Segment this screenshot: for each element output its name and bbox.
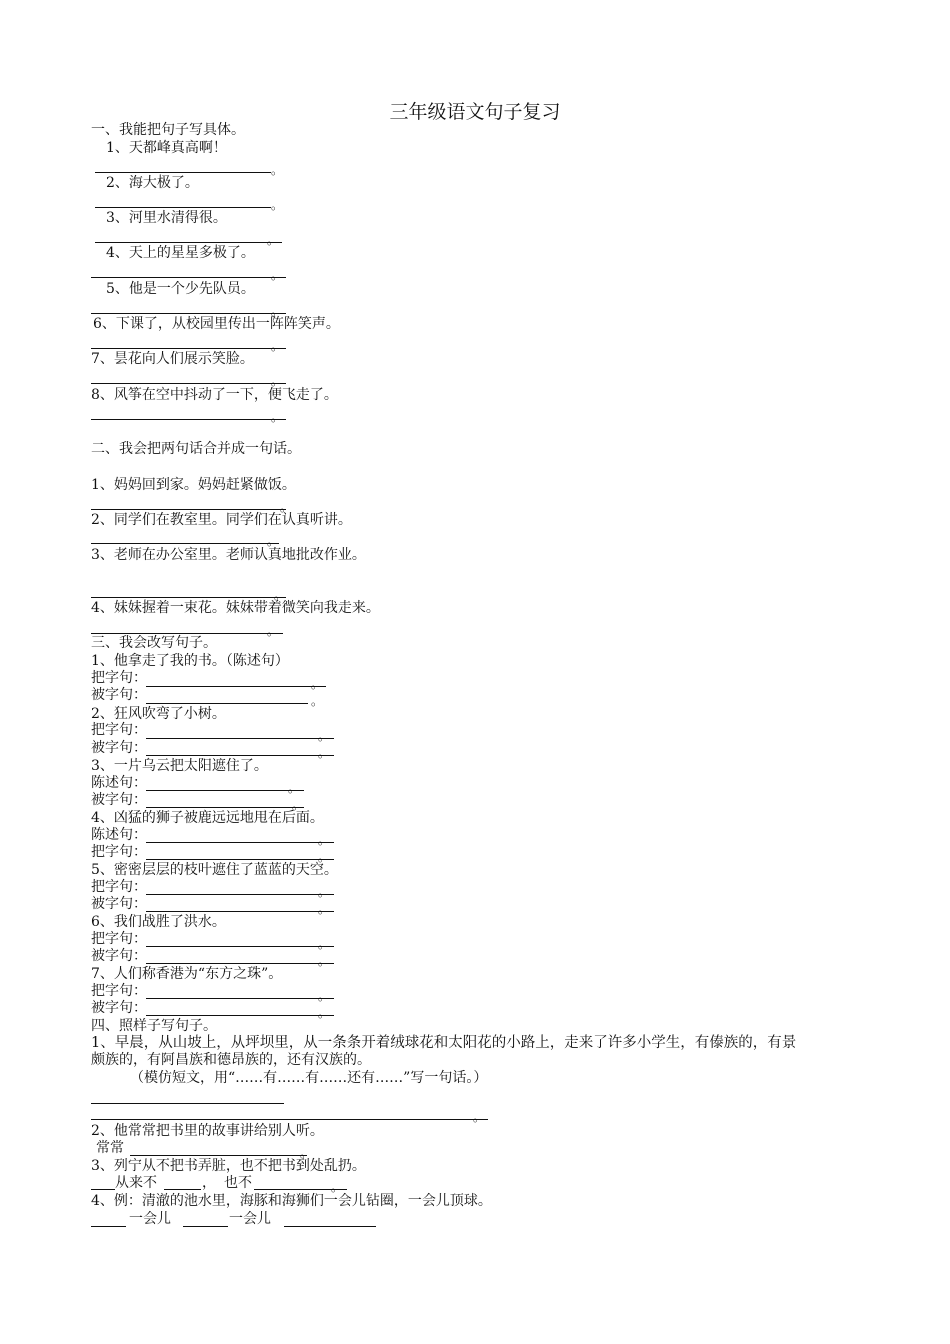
question: 5、他是一个少先队员。 [106, 281, 255, 297]
period: 。 [267, 534, 280, 548]
blank-prefix: 一会儿 [129, 1211, 171, 1227]
blank-prefix: 也不 [224, 1175, 252, 1191]
blank-prefix: 一会儿 [229, 1211, 271, 1227]
bei-label: 被字句： [91, 740, 147, 756]
answer-line[interactable] [146, 703, 308, 704]
period: 。 [318, 729, 331, 743]
chenshu-label: 陈述句： [91, 775, 147, 791]
comma: ， [202, 1175, 216, 1191]
passage-line: 1、早晨，从山坡上，从坪坝里，从一条条开着绒球花和太阳花的小路上，走来了许多小学生，有傣族的，有景 [91, 1035, 797, 1051]
answer-line[interactable] [91, 1189, 115, 1190]
answer-line[interactable] [146, 894, 334, 895]
period: 。 [318, 902, 331, 916]
question: 2、狂风吹弯了小树。 [91, 706, 226, 722]
period: 。 [274, 588, 287, 602]
section-heading: 一、我能把句子写具体。 [91, 122, 245, 138]
answer-line[interactable] [146, 738, 334, 739]
ba-label: 把字句： [91, 722, 147, 738]
answer-line[interactable] [146, 807, 304, 808]
answer-line[interactable] [146, 686, 326, 687]
ba-label: 把字句： [91, 670, 147, 686]
answer-line[interactable] [146, 755, 334, 756]
answer-line[interactable] [91, 313, 286, 314]
question: 4、妹妹握着一束花。妹妹带着微笑向我走来。 [91, 600, 380, 616]
chenshu-label: 陈述句： [91, 827, 147, 843]
question: 3、一片乌云把太阳遮住了。 [91, 758, 268, 774]
question: 4、例：清澈的池水里，海豚和海狮们一会儿钻圈，一会儿顶球。 [91, 1193, 492, 1209]
period: 。 [271, 304, 284, 318]
section-heading: 四、照样子写句子。 [91, 1018, 217, 1034]
ba-label: 把字句： [91, 879, 147, 895]
answer-line[interactable] [91, 597, 286, 598]
ba-label: 把字句： [91, 931, 147, 947]
answer-line[interactable] [95, 207, 271, 208]
answer-line[interactable] [146, 963, 334, 964]
period: 。 [318, 1006, 331, 1020]
period: 。 [318, 937, 331, 951]
answer-line[interactable] [91, 383, 286, 384]
period: 。 [318, 850, 331, 864]
answer-line[interactable] [91, 633, 283, 634]
answer-line[interactable] [91, 1119, 488, 1120]
passage-line: 颇族的，有阿昌族和德昂族的，还有汉族的。 [91, 1052, 371, 1068]
question: 1、妈妈回到家。妈妈赶紧做饭。 [91, 477, 296, 493]
period: 。 [271, 339, 284, 353]
instruction: （模仿短文，用“……有……有……还有……”写一句话。） [130, 1070, 488, 1086]
answer-line[interactable] [91, 419, 286, 420]
bei-label: 被字句： [91, 1000, 147, 1016]
period: 。 [271, 198, 284, 212]
question: 7、人们称香港为“东方之珠”。 [91, 966, 283, 982]
answer-line[interactable] [91, 348, 286, 349]
answer-line[interactable] [91, 277, 286, 278]
answer-line[interactable] [91, 509, 286, 510]
period: 。 [292, 798, 305, 812]
period: 。 [473, 1110, 486, 1124]
answer-line[interactable] [146, 998, 334, 999]
answer-line[interactable] [284, 1226, 376, 1227]
period: 。 [318, 885, 331, 899]
period: 。 [271, 163, 284, 177]
question: 5、密密层层的枝叶遮住了蓝蓝的天空。 [91, 862, 338, 878]
period: 。 [271, 410, 284, 424]
answer-line[interactable] [91, 1103, 284, 1104]
question: 4、凶猛的狮子被鹿远远地甩在后面。 [91, 810, 324, 826]
page-title: 三年级语文句子复习 [389, 101, 561, 123]
question: 7、昙花向人们展示笑脸。 [91, 351, 254, 367]
period: 。 [300, 1146, 313, 1160]
period: 。 [267, 624, 280, 638]
period: 。 [311, 694, 324, 708]
answer-line[interactable] [146, 946, 334, 947]
bei-label: 被字句： [91, 948, 147, 964]
period: 。 [280, 500, 293, 514]
bei-label: 被字句： [91, 687, 147, 703]
question: 2、海大极了。 [106, 175, 199, 191]
period: 。 [288, 781, 301, 795]
answer-line[interactable] [146, 859, 334, 860]
answer-line[interactable] [95, 172, 271, 173]
section-heading: 三、我会改写句子。 [91, 635, 217, 651]
answer-line[interactable] [91, 543, 279, 544]
question: 3、河里水清得很。 [106, 210, 227, 226]
blank-prefix: 常常 [96, 1140, 124, 1156]
answer-line[interactable] [146, 790, 304, 791]
period: 。 [318, 746, 331, 760]
answer-line[interactable] [183, 1226, 228, 1227]
section-heading: 二、我会把两句话合并成一句话。 [91, 441, 301, 457]
answer-line[interactable] [150, 1155, 307, 1156]
bei-label: 被字句： [91, 792, 147, 808]
ba-label: 把字句： [91, 983, 147, 999]
question: 8、风筝在空中抖动了一下，便飞走了。 [91, 387, 338, 403]
answer-line[interactable] [130, 1155, 150, 1156]
period: 。 [267, 233, 280, 247]
question: 6、我们战胜了洪水。 [91, 914, 226, 930]
period: 。 [318, 954, 331, 968]
period: 。 [311, 677, 324, 691]
answer-line[interactable] [164, 1189, 201, 1190]
answer-line[interactable] [146, 842, 334, 843]
period: 。 [271, 268, 284, 282]
ba-label: 把字句： [91, 844, 147, 860]
answer-line[interactable] [146, 1015, 334, 1016]
period: 。 [331, 1180, 344, 1194]
bei-label: 被字句： [91, 896, 147, 912]
question: 1、天都峰真高啊！ [106, 140, 227, 156]
answer-line[interactable] [91, 1226, 126, 1227]
answer-line[interactable] [146, 911, 334, 912]
question: 6、下课了，从校园里传出一阵阵笑声。 [93, 316, 340, 332]
question: 1、他拿走了我的书。（陈述句） [91, 653, 289, 669]
question: 3、列宁从不把书弄脏，也不把书到处乱扔。 [91, 1158, 366, 1174]
period: 。 [271, 374, 284, 388]
period: 。 [318, 989, 331, 1003]
question: 2、同学们在教室里。同学们在认真听讲。 [91, 512, 352, 528]
answer-line[interactable] [95, 242, 282, 243]
question: 4、天上的星星多极了。 [106, 245, 255, 261]
period: 。 [318, 833, 331, 847]
blank-prefix: 从来不 [115, 1175, 157, 1191]
question: 3、老师在办公室里。老师认真地批改作业。 [91, 547, 366, 563]
question: 2、他常常把书里的故事讲给别人听。 [91, 1123, 324, 1139]
